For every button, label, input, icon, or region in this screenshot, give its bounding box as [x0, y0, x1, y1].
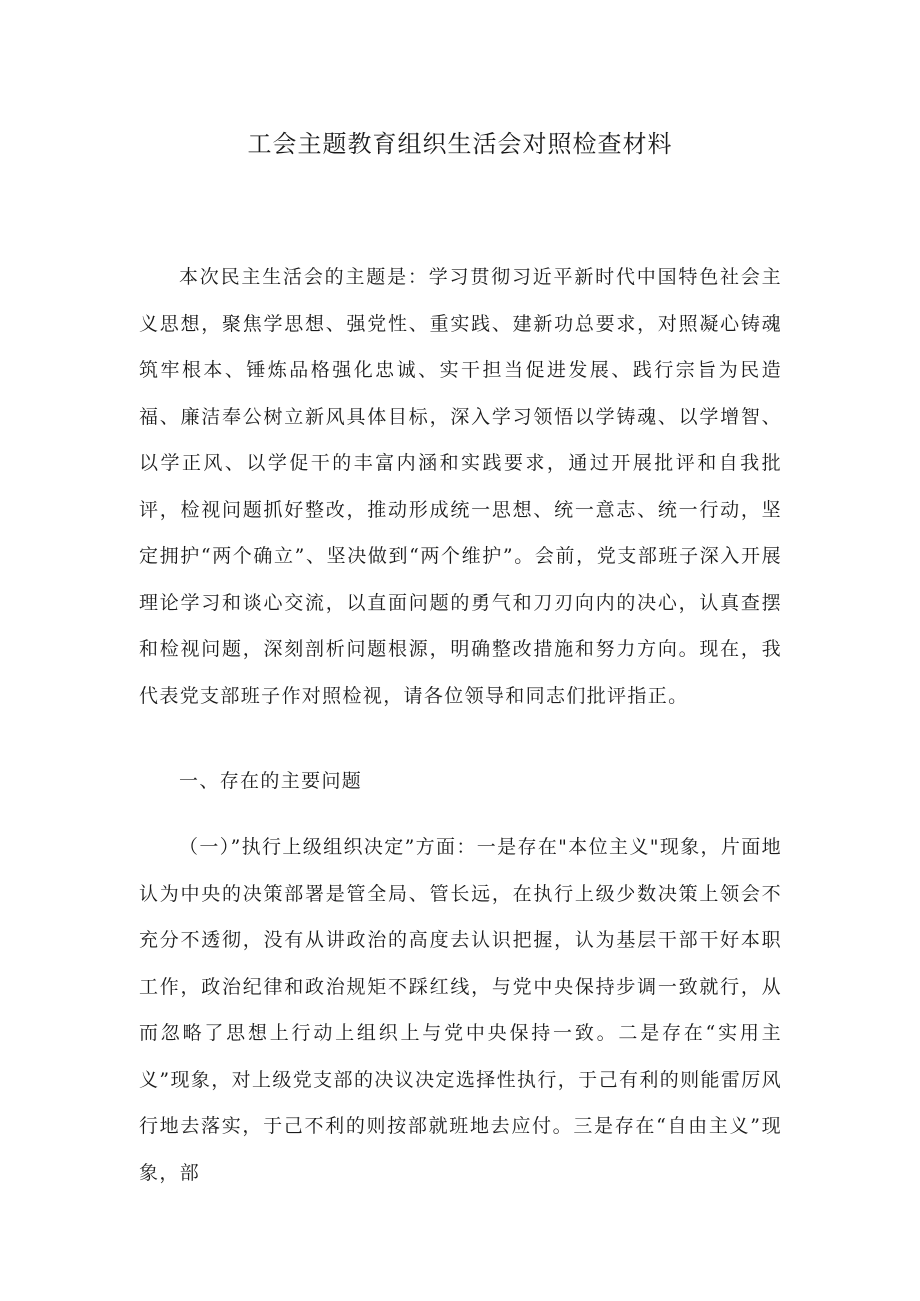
document-title: 工会主题教育组织生活会对照检查材料	[247, 130, 673, 158]
intro-paragraph: 本次民主生活会的主题是：学习贯彻习近平新时代中国特色社会主义思想，聚焦学思想、强党性、重实践、建新功总要求，对照凝心铸魂筑牢根本、锤炼品格强化忠诚、实干担当促进发展、践行宗旨为民造福、廉洁奉公树立新风具体目标，深入学习领悟以学铸魂、以学增智、以学正风、以学促干的丰富内涵和实践要求，通过开展批评和自我批评，检视问题抓好整改，推动形成统一思想、统一意志、统一行动，坚定拥护“两个确立”、坚决做到“两个维护”。会前，党支部班子深入开展理论学习和谈心交流，以直面问题的勇气和刀刃向内的决心，认真查摆和检视问题，深刻剖析问题根源，明确整改措施和努力方向。现在，我代表党支部班子作对照检视，请各位领导和同志们批评指正。	[139, 266, 782, 707]
section-paragraph: （一）”执行上级组织决定”方面：一是存在"本位主义"现象，片面地认为中央的决策部署是管全局、管长远，在执行上级少数决策上领会不充分不透彻，没有从讲政治的高度去认识把握，认为基层干部干好本职工作，政治纪律和政治规矩不踩红线，与党中央保持步调一致就行，从而忽略了思想上行动上组织上与党中央保持一致。二是存在“实用主义”现象，对上级党支部的决议决定选择性执行，于己有利的则能雷厉风行地去落实，于己不利的则按部就班地去应付。三是存在“自由主义”现象，部	[139, 836, 782, 1184]
section-heading: 一、存在的主要问题	[179, 770, 363, 792]
